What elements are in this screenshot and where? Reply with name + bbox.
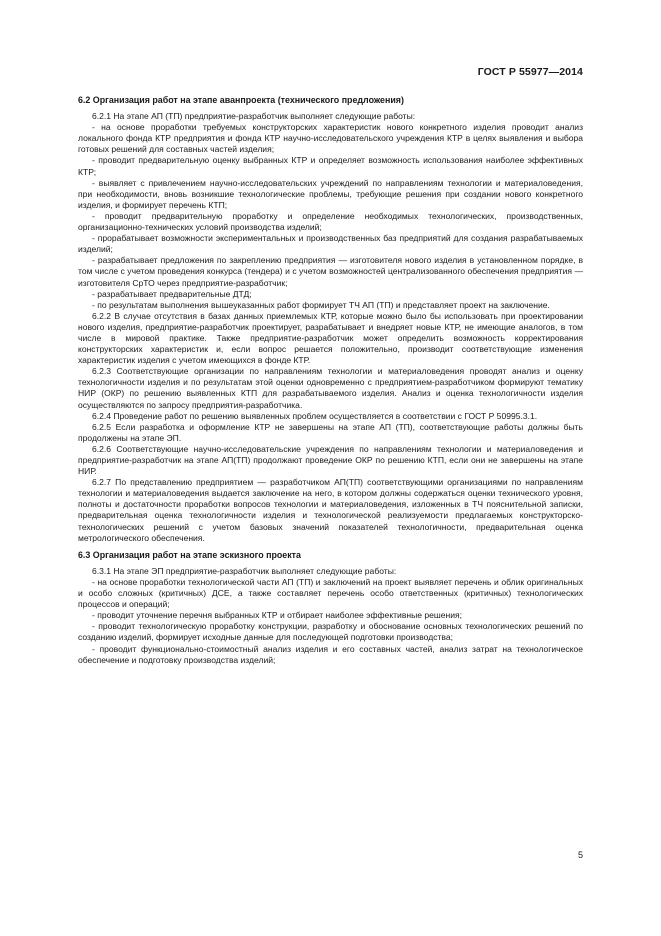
section-heading-6-2: 6.2 Организация работ на этапе аванпроекта (технического предложения) [78,95,404,105]
list-item: - разрабатывает предварительные ДТД; [92,288,252,299]
list-item: - проводит предварительную оценку выбранных КТР и определяет возможность использования наиболее эффективных КТР; [78,155,583,177]
list-item: - выявляет с привлечением научно-исследовательских учреждений по направлениям технологии и материаловедения, при необходимости, вновь возникшие технологические проблемы, требующие решения при создании нового конкретного изделия, и формирует перечень КТП; [78,177,583,210]
list-item: - проводит технологическую проработку конструкции, разработку и обоснование основных технологических решений по созданию изделий, формирует исходные данные для последующей подготовки производства; [78,621,583,643]
document-code-header: ГОСТ Р 55977—2014 [477,66,583,78]
list-item: - проводит предварительную проработку и определение необходимых технологических, производственных, организационно-технических условий производства изделий; [78,210,583,233]
paragraph-6-3-1: 6.3.1 На этапе ЭП предприятие-разработчик выполняет следующие работы: [92,565,397,576]
page-number: 5 [577,850,583,860]
list-item: - прорабатывает возможности экспериментальных и производственных баз предприятий для создания разрабатываемых изделий; [78,233,583,255]
list-item: - на основе проработки требуемых конструкторских характеристик нового конкретного изделия проводит анализ локального фонда КТР предприятия и фонда КТР научно-исследовательского учреждения КТР в целях выявления и выбора готовых решений для составных частей изделия; [78,122,583,155]
section-heading-6-3: 6.3 Организация работ на этапе эскизного проекта [78,549,301,560]
paragraph-6-2-1: 6.2.1 На этапе АП (ТП) предприятие-разработчик выполняет следующие работы: [92,111,416,122]
paragraph-6-2-3: 6.2.3 Соответствующие организации по направлениям технологии и материаловедения проводят анализ и оценку технологичности изделия и по результатам этой оценки одновременно с предприятием-разработчиком формируют тематику НИР (ОКР) по решению выявленных КТП для разрабатываемого изделия. Анализ и оценка технологичности изделия осуществляются по запросу предприятия-разработчика. [78,366,583,410]
paragraph-6-2-4: 6.2.4 Проведение работ по решению выявленных проблем осуществляется в соответствии с ГОСТ Р 50995.3.1. [92,410,538,421]
list-item: - по результатам выполнения вышеуказанных работ формирует ТЧ АП (ТП) и представляет проект на заключение. [92,299,550,310]
list-item: - проводит функционально-стоимостный анализ изделия и его составных частей, анализ затрат на технологическое обеспечение и подготовку производства изделий; [78,643,583,665]
paragraph-6-2-6: 6.2.6 Соответствующие научно-исследовательские учреждения по направлениям технологии и материаловедения и предприятие-разработчик на этапе АП(ТП) продолжают проведение ОКР по решению КТП, если они не завершены на этапе НИР. [78,443,583,477]
list-item: - проводит уточнение перечня выбранных КТР и отбирает наиболее эффективные решения; [92,610,462,621]
list-item: - на основе проработки технологической части АП (ТП) и заключений на проект выявляет перечень и облик оригинальных и особо сложных (критичных) ДСЕ, а также составляет перечень особо ответственных (критичных) технологических процессов и операций; [78,576,583,610]
paragraph-6-2-2: 6.2.2 В случае отсутствия в базах данных приемлемых КТР, которые можно было бы использовать при проектировании нового изделия, предприятие-разработчик проектирует, разрабатывает и внедряет новые КТР, не имеющие аналогов, в том числе в мировой практике. Также предприятие-разработчик может определить возможность корректирования конструкторских характеристик и, если вопрос решается положительно, производит соответствующие изменения характеристик изделия с учетом имеющихся в фонде КТР. [78,310,583,366]
paragraph-6-2-5: 6.2.5 Если разработка и оформление КТР не завершены на этапе АП (ТП), соответствующие работы должны быть продолжены на этапе ЭП. [78,421,583,443]
paragraph-6-2-7: 6.2.7 По представлению предприятием — разработчиком АП(ТП) соответствующими организациями по направлениям технологии и материаловедения выдается заключение на него, в котором должны содержаться оценки технического уровня, полноты и достаточности проработки вопросов технологии и материаловедения, изложенных в ТЧ пояснительной записки, предварительная оценка технологичности изделия и технологической реализуемости предлагаемых конструкторско-технологических решений с учетом базовых значений показателей технологичности, предварительная оценка метрологического обеспечения. [78,477,583,543]
document-body [78,95,583,666]
list-item: - разрабатывает предложения по закреплению предприятия — изготовителя нового изделия в установленном порядке, в том числе с учетом проведения конкурса (тендера) и с учетом возможностей централизованного обеспечения предприятия — изготовителя СрТО через предприятие-разработчик; [78,255,583,288]
